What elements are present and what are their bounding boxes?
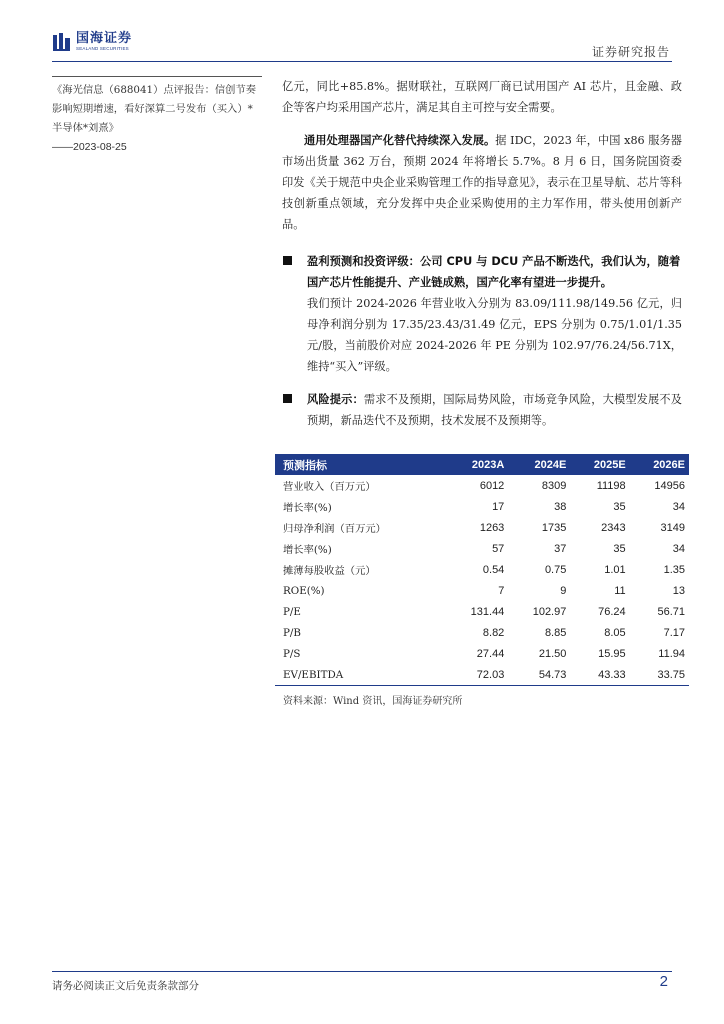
table-row [275,475,689,496]
table-header-cell: 2023A [471,458,505,471]
table-row-label: P/B [283,626,301,639]
table-cell: 8309 [541,479,567,492]
table-header-cell: 2025E [593,458,626,471]
table-cell: 34 [672,542,685,555]
table-cell: 35 [613,500,626,513]
table-row-label: 归母净利润（百万元） [283,523,386,535]
table-cell: 35 [613,542,626,555]
table-source: 资料来源：Wind 资讯，国海证券研究所 [283,696,463,707]
table-cell: 2343 [601,521,626,534]
table-cell: 57 [492,542,505,555]
sealand-logo [52,32,132,52]
table-header-cell: 预测指标 [283,459,327,472]
forecast-text: 我们预计 2024-2026 年营业收入分别为 83.09/111.98/149.56 亿元，归母净利润分别为 17.35/23.43/31.49 亿元，EPS 分别为 0.75/1.01/1.35 元/股，当前股价对应 2024-2026 年 PE 分别为 102.97/76.24/56.71X，维持“买入”评级。 [307,297,682,373]
header-divider [52,61,672,62]
table-row [275,664,689,686]
table-cell: 15.95 [598,647,626,660]
logo-name: 国海证券 [76,31,133,47]
table-cell: 7.17 [663,626,685,639]
table-cell: 1263 [479,521,505,534]
table-cell: 1.35 [663,563,685,576]
table-cell: 54.73 [508,664,570,686]
table-row-label: 营业收入（百万元） [283,481,376,493]
table-row [275,580,689,601]
table-header-row [275,454,689,475]
logo-subtitle: SEALAND SECURITIES [76,46,129,52]
table-cell: 27.44 [476,647,505,660]
table-row [275,601,689,622]
table-cell: 8.05 [604,626,626,639]
table-cell: 56.71 [657,605,685,618]
table-cell: 38 [554,500,567,513]
table-cell: 11 [614,584,626,597]
table-cell: 102.97 [532,605,567,618]
table-row [275,517,689,538]
table-cell: 76.24 [598,605,626,618]
table-cell: 33.75 [630,664,689,686]
risk-paragraph [307,389,682,431]
table-cell: 37 [554,542,567,555]
related-reports [52,76,262,157]
table-row-label: 增长率(%) [283,544,332,556]
main-content [282,76,682,431]
risk-heading: 风险提示： [307,392,364,406]
table-row-label: 摊薄每股收益（元） [283,565,376,577]
table-cell: 11198 [596,479,626,492]
related-report-date: ——2023-08-25 [52,141,127,153]
table-row [275,643,689,664]
sealand-logo-icon [52,32,72,52]
table-row-label: 增长率(%) [283,502,332,514]
table-cell: 1.01 [604,563,626,576]
table-header-cell: 2026E [653,458,685,471]
table-cell: 8.85 [544,626,567,639]
table-cell: 13 [672,584,685,597]
footer-disclaimer: 请务必阅读正文后免责条款部分 [52,980,199,992]
forecast-table [275,454,689,686]
paragraph-server-localization [282,130,682,235]
table-row [275,559,689,580]
table-row [275,496,689,517]
risk-text: 需求不及预期，国际局势风险，市场竞争风险，大模型发展不及预期，新品迭代不及预期，技术发展不及预期等。 [307,393,682,427]
table-row [275,538,689,559]
table-cell: 8.82 [482,626,505,639]
table-row-label: ROE(%) [283,584,325,597]
related-report-title[interactable]: 《海光信息（688041）点评报告：信创节奏影响短期增速，看好深算二号发布（买入）*半导体*刘熹》 [52,84,257,134]
table-cell: 34 [672,500,685,513]
table-cell: 3149 [660,521,685,534]
table-cell: 6012 [479,479,505,492]
table-row-label: EV/EBITDA [275,664,446,686]
table-cell: 1735 [541,521,567,534]
table-cell: 21.50 [538,647,567,660]
paragraph-server-text: 据 IDC，2023 年，中国 x86 服务器市场出货量 362 万台，预期 2024 年将增长 5.7%。8 月 6 日，国务院国资委印发《关于规范中央企业采购管理工作的指导意见》，表示在卫星导航、芯片等科技创新重点领域，充分发挥中央企业采购使用的主力军作用，带头使用创新产品。 [282,134,682,231]
page-header [0,0,724,62]
square-bullet-icon [283,394,292,403]
risk-bullet [282,389,682,431]
table-cell: 72.03 [446,664,508,686]
table-cell: 17 [492,500,505,513]
table-row-label: P/S [283,647,301,660]
forecast-bullet [282,251,682,377]
table-cell: 0.75 [544,563,567,576]
table-header-cell: 2024E [534,458,567,471]
related-divider [52,76,262,77]
forecast-table-section [275,454,689,707]
paragraph-intro: 亿元，同比+85.8%。据财联社，互联网厂商已试用国产 AI 芯片，且金融、政企等客户均采用国产芯片，满足其自主可控与安全需要。 [282,80,682,114]
square-bullet-icon [283,256,292,265]
table-cell: 0.54 [482,563,505,576]
table-row-label: P/E [283,605,301,618]
page-number: 2 [659,973,668,990]
forecast-heading: 盈利预测和投资评级：公司 CPU 与 DCU 产品不断迭代，我们认为，随着国产芯片性能提升、产业链成熟，国产化率有望进一步提升。 [307,255,681,289]
table-row [275,622,689,643]
footer-divider [52,971,672,972]
table-cell: 9 [560,584,567,597]
table-cell: 131.44 [470,605,505,618]
table-cell: 43.33 [570,664,629,686]
table-cell: 11.94 [658,647,685,660]
report-type-label: 证券研究报告 [591,45,670,59]
table-cell: 14956 [654,479,685,492]
table-cell: 7 [498,584,505,597]
paragraph-server-heading: 通用处理器国产化替代持续深入发展。 [304,133,496,147]
